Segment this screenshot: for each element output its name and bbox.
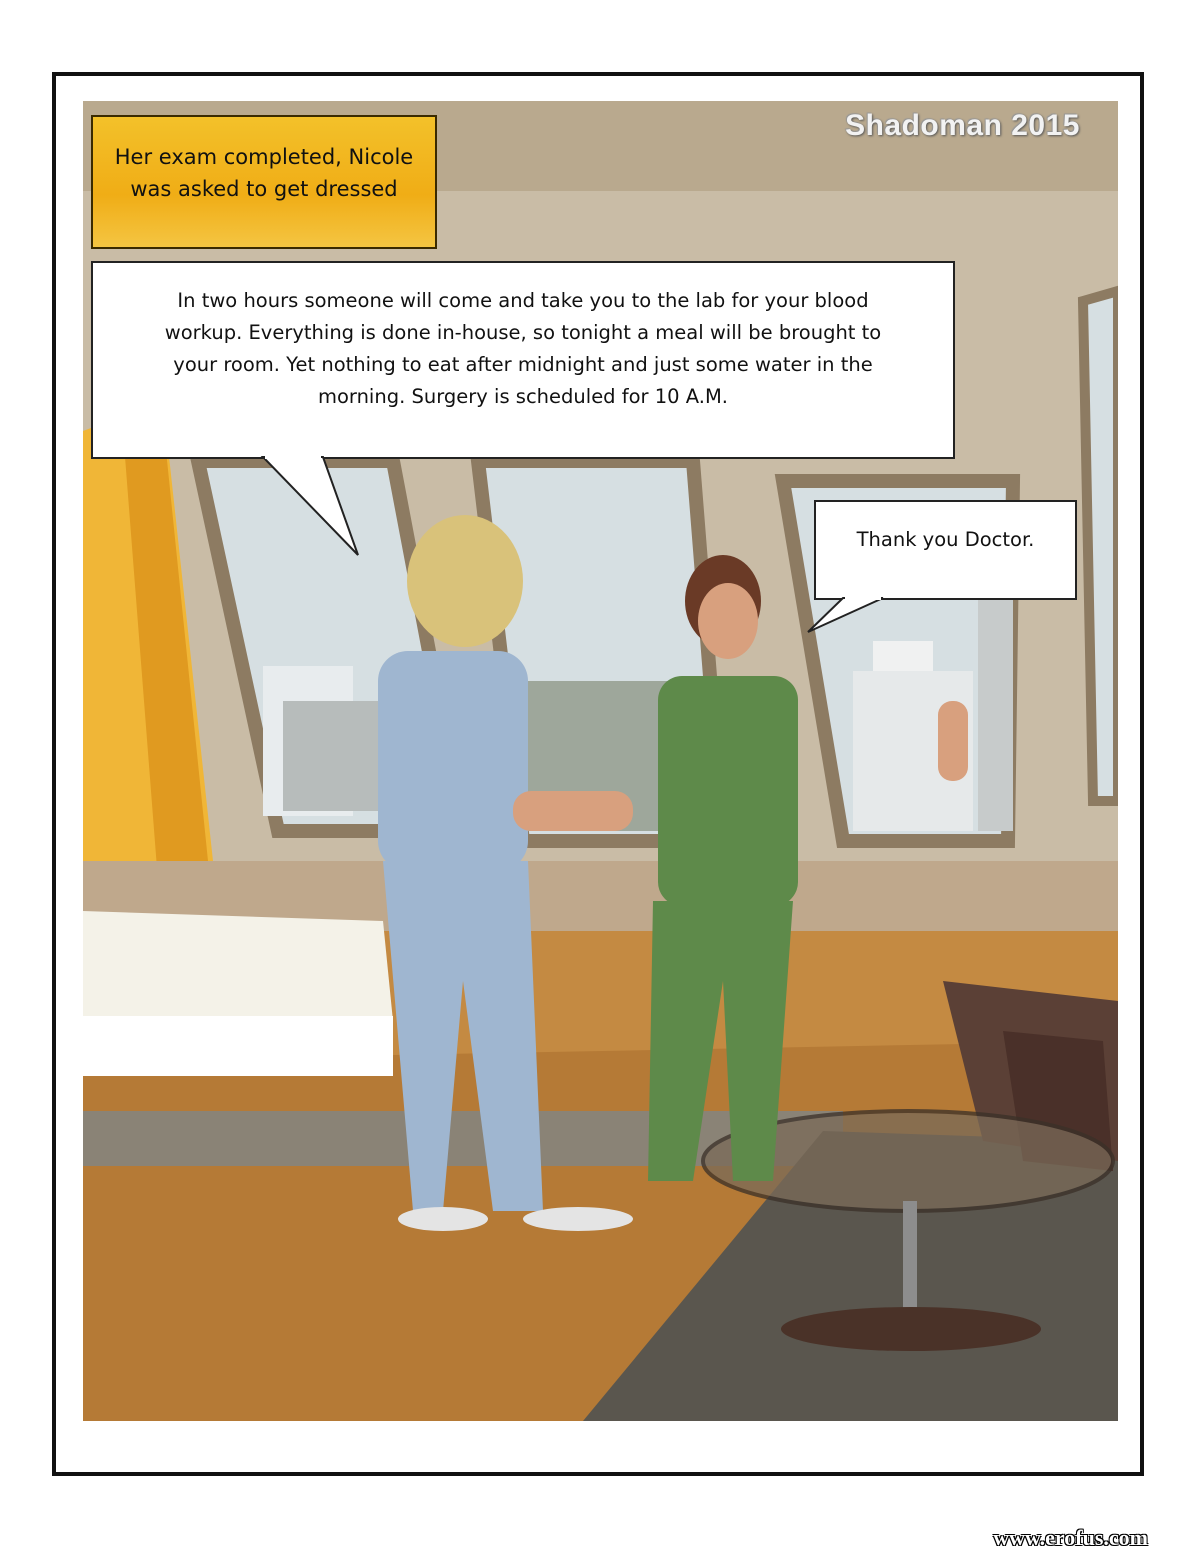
artist-signature: Shadoman 2015 bbox=[845, 109, 1080, 142]
speech-line: Thank you Doctor. bbox=[856, 528, 1035, 551]
doctor-bubble-tail bbox=[263, 455, 383, 560]
bed bbox=[83, 911, 393, 1021]
window-far-right bbox=[1083, 291, 1118, 801]
caption-box bbox=[91, 115, 437, 249]
nicole-bubble-tail bbox=[803, 596, 893, 636]
caption-line: was asked to get dressed bbox=[130, 177, 398, 201]
speech-line: workup. Everything is done in-house, so tonight a meal will be brought to bbox=[164, 321, 882, 344]
speech-line: In two hours someone will come and take you to the lab for your blood bbox=[177, 289, 869, 312]
caption-line: Her exam completed, Nicole bbox=[114, 145, 414, 169]
speech-line: your room. Yet nothing to eat after midnight and just some water in the bbox=[173, 353, 873, 376]
site-watermark: www.erofus.com bbox=[993, 1525, 1148, 1550]
speech-line: morning. Surgery is scheduled for 10 A.M. bbox=[317, 385, 729, 408]
comic-panel bbox=[83, 101, 1118, 1421]
nicole-speech-bubble bbox=[814, 500, 1077, 600]
doctor-speech-bubble bbox=[91, 261, 955, 459]
